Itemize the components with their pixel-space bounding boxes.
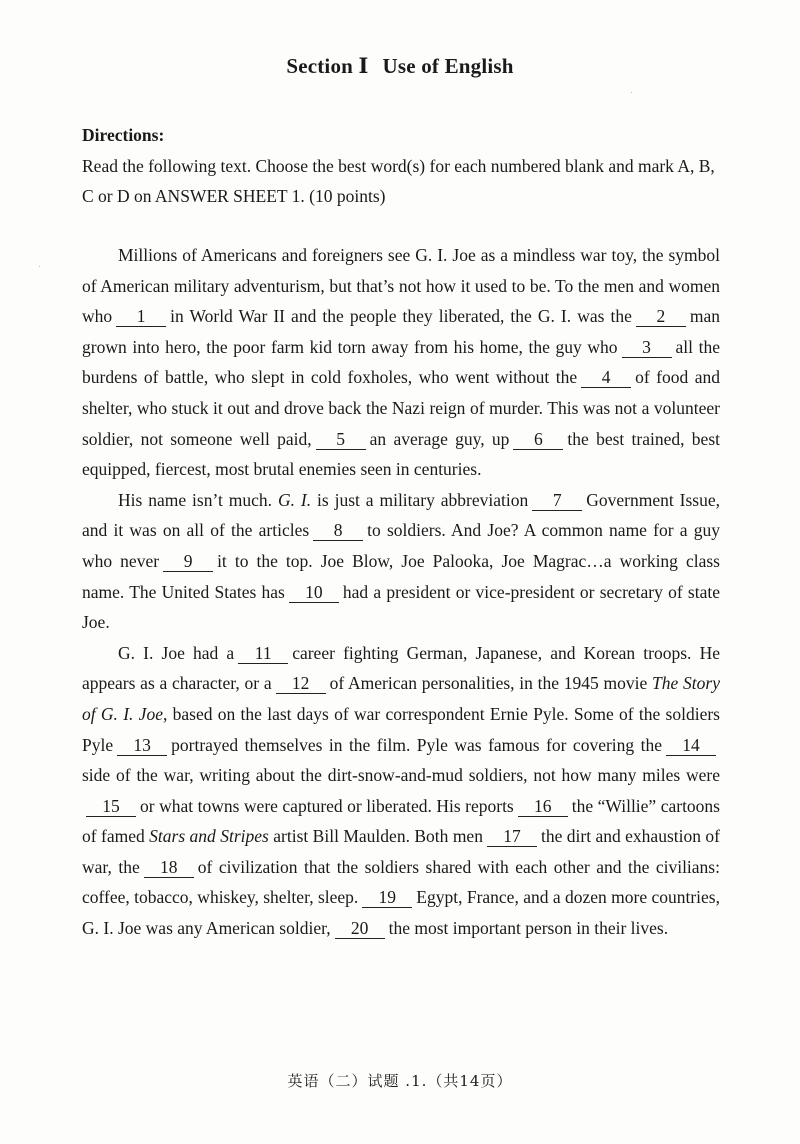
italic-movie-title: The Story of G. I. Joe: [82, 673, 720, 724]
paragraph-1: Millions of Americans and foreigners see G. I. Joe as a mindless war toy, the symbol of American military adventurism, but that’s not how it used to be. To the men and women who 1 in World War II and the people they liberated, the G. I. was the 2 man grown into hero, the poor farm kid torn away from his home, the guy who 3 all the burdens of battle, who slept in cold foxholes, who went without the 4 of food and shelter, who stuck it out and drove back the Nazi reign of murder. This was not a volunteer soldier, not someone well paid, 5 an average guy, up 6 the best trained, best equipped, fiercest, most brutal enemies seen in centuries.: [82, 245, 720, 480]
section-name: Use of English: [382, 54, 514, 78]
blank-8: 8: [313, 520, 363, 541]
blank-10: 10: [289, 582, 339, 603]
blank-18: 18: [144, 857, 194, 878]
blank-16: 16: [518, 796, 568, 817]
blank-9: 9: [163, 551, 213, 572]
blank-11: 11: [238, 643, 288, 664]
paragraph-3: G. I. Joe had a 11 career fighting German, Japanese, and Korean troops. He appears as a character, or a 12 of American personalities, in the 1945 movie The Story of G. I. Joe, based on the last days of war correspondent Ernie Pyle. Some of the soldiers Pyle 13 portrayed themselves in the film. Pyle was famous for covering the 14side of the war, writing about the dirt-snow-and-mud soldiers, not how many miles were15 or what towns were captured or liberated. His reports 16 the “Willie” cartoons of famed Stars and Stripes artist Bill Maulden. Both men 17 the dirt and exhaustion of war, the 18 of civilization that the soldiers shared with each other and the civilians: coffee, tobacco, whiskey, shelter, sleep. 19 Egypt, France, and a dozen more countries, G. I. Joe was any American soldier, 20 the most important person in their lives.: [82, 642, 720, 939]
italic-gi: G. I.: [277, 489, 312, 510]
blank-13: 13: [117, 735, 167, 756]
blank-1: 1: [116, 306, 166, 327]
directions-heading: Directions:: [82, 125, 165, 145]
blank-6: 6: [513, 429, 563, 450]
blank-15: 15: [86, 796, 136, 817]
blank-3: 3: [622, 337, 672, 358]
blank-5: 5: [316, 429, 366, 450]
scan-speck: ·: [38, 262, 42, 273]
section-label: Section Ⅰ: [286, 54, 369, 78]
blank-2: 2: [636, 306, 686, 327]
blank-19: 19: [362, 887, 412, 908]
italic-newspaper: Stars and Stripes: [149, 826, 269, 847]
blank-17: 17: [487, 826, 537, 847]
blank-4: 4: [581, 367, 631, 388]
paragraph-2: His name isn’t much. G. I. is just a military abbreviation 7 Government Issue, and it was on all of the articles 8 to soldiers. And Joe? A common name for a guy who never 9 it to the top. Joe Blow, Joe Palooka, Joe Magrac…a working class name. The United States has 10 had a president or vice-president or secretary of state Joe.: [82, 489, 720, 633]
directions: [82, 120, 722, 212]
blank-20: 20: [335, 918, 385, 939]
passage: [82, 240, 720, 944]
section-title: [0, 53, 800, 79]
directions-text: Read the following text. Choose the best word(s) for each numbered blank and mark A, B, C or D on ANSWER SHEET 1. (10 points): [82, 155, 715, 206]
scan-speck: ·: [630, 88, 634, 99]
blank-12: 12: [276, 673, 326, 694]
blank-7: 7: [532, 490, 582, 511]
page-footer: 英语（二）试题 .1.（共14页）: [287, 1072, 513, 1090]
blank-14: 14: [666, 735, 716, 756]
